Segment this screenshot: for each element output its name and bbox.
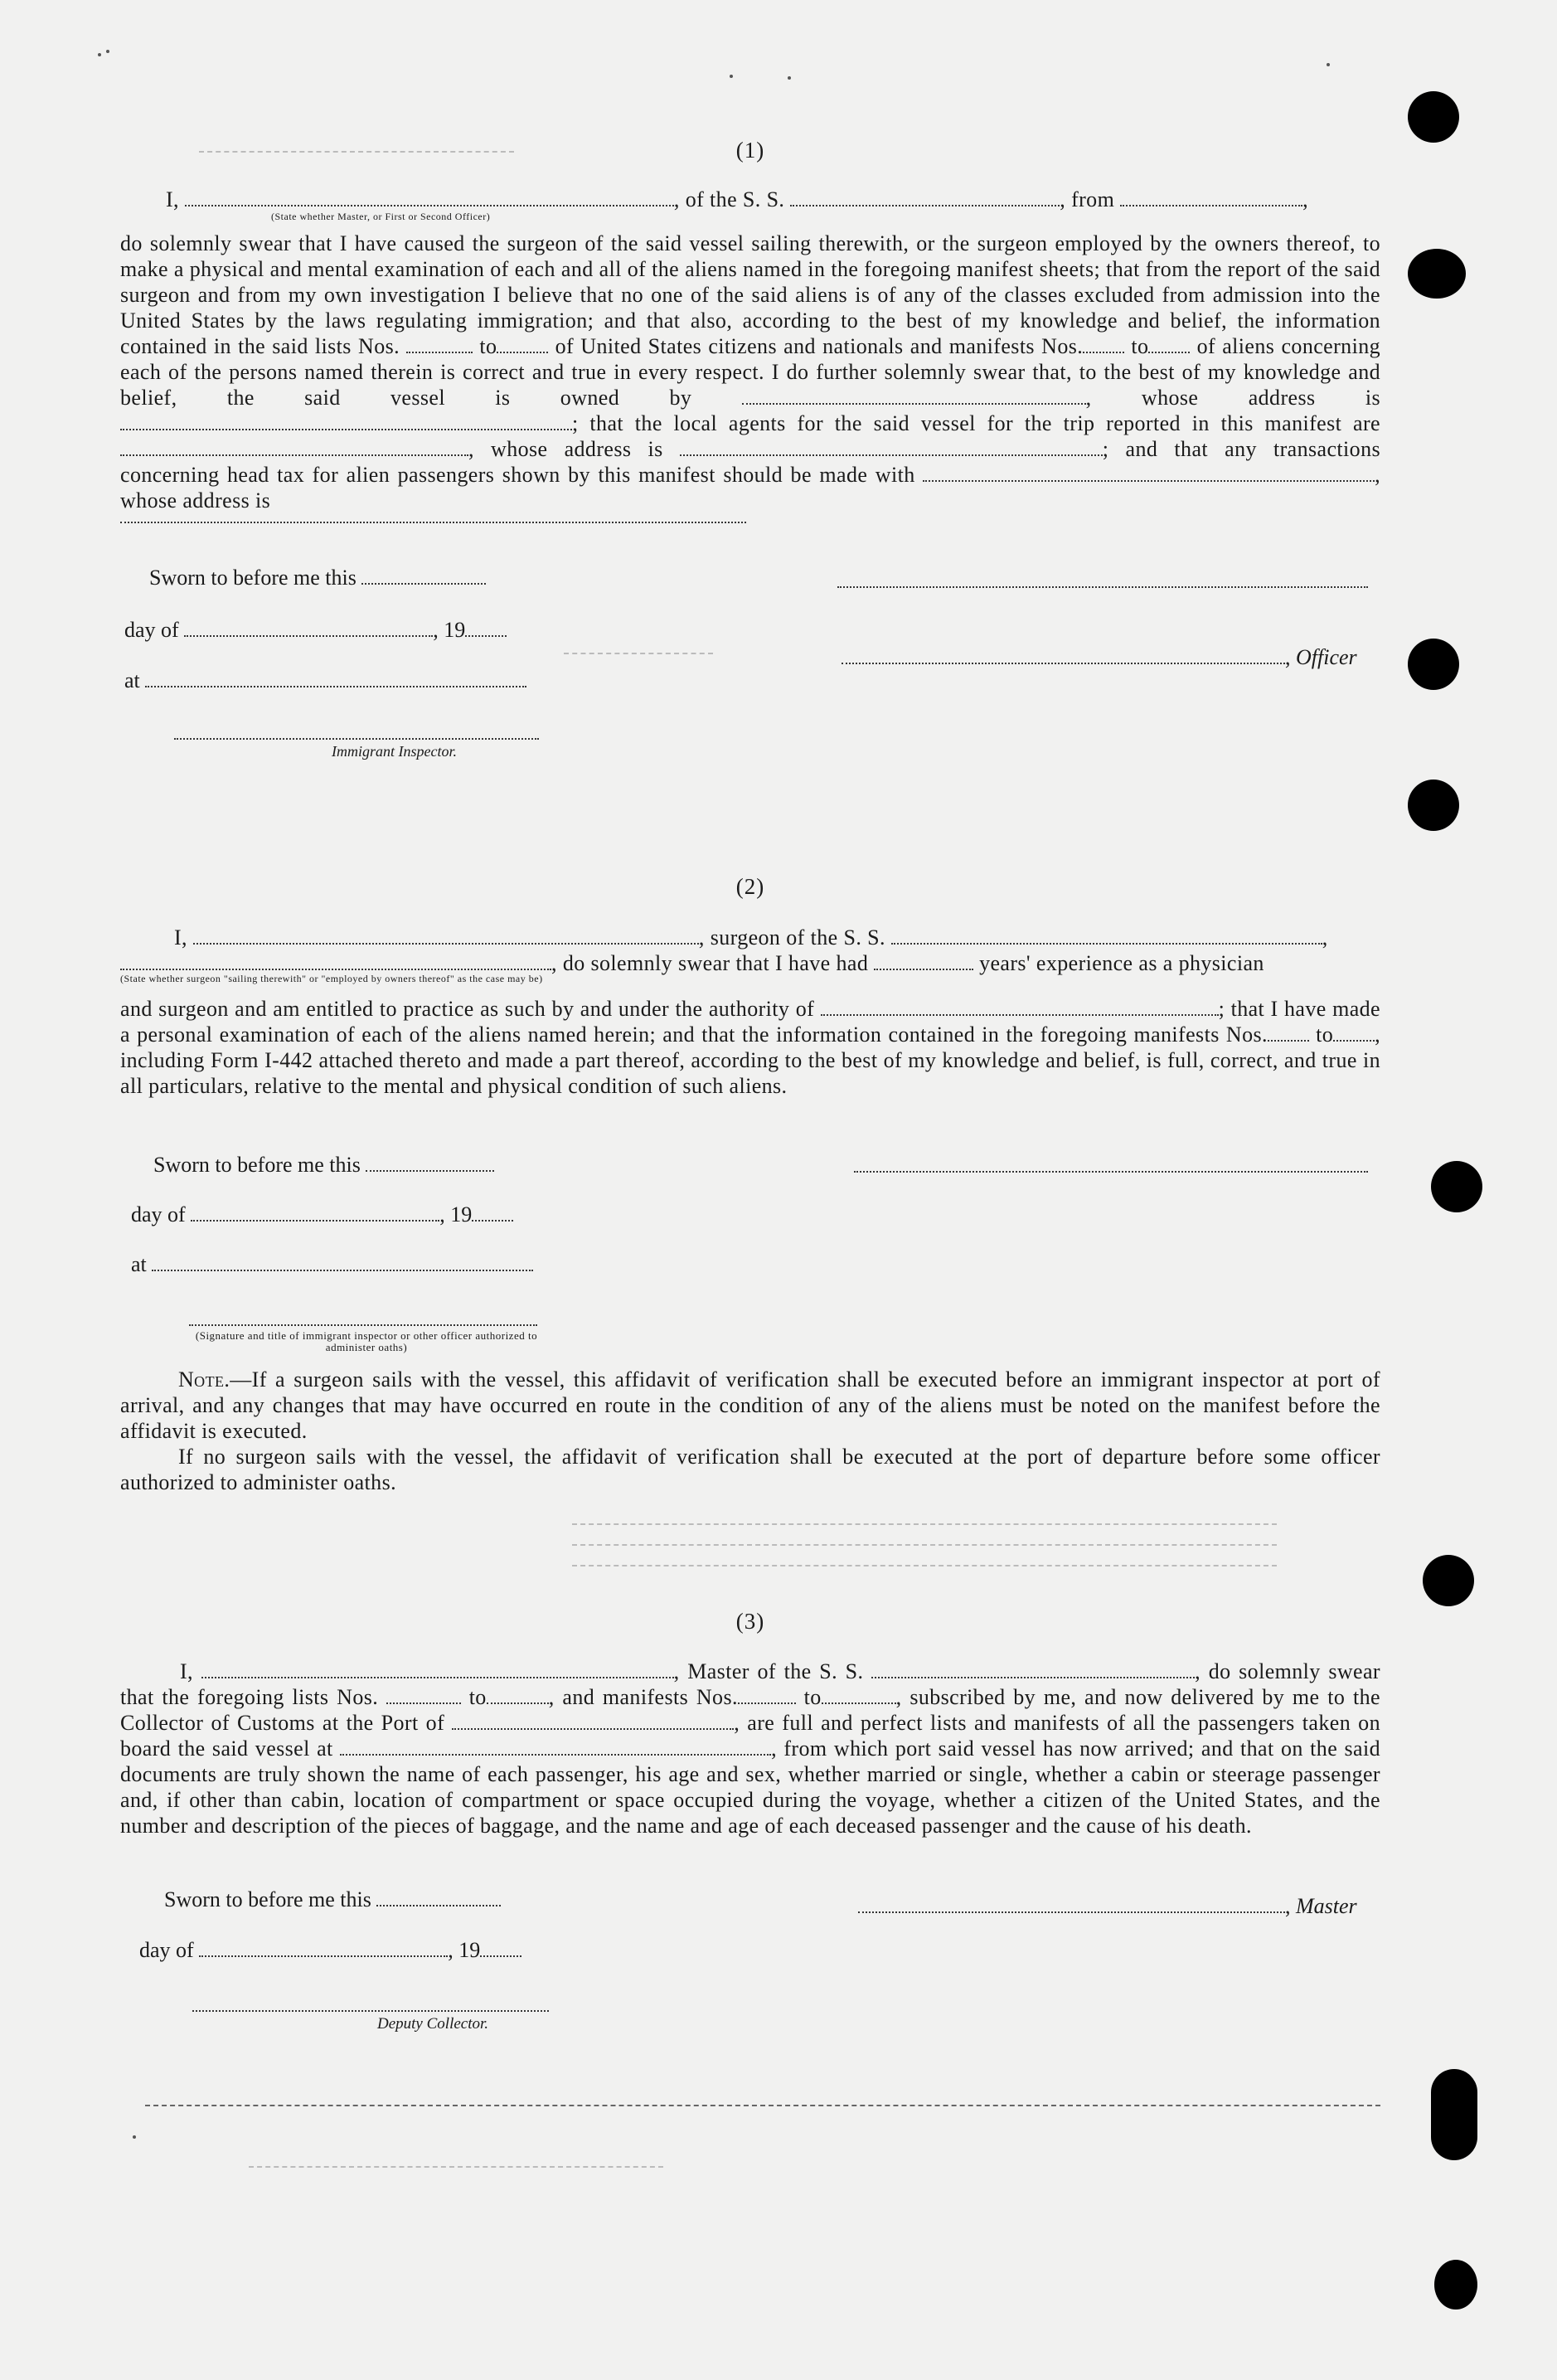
day-label: day of — [131, 1202, 186, 1226]
bleed-through-line — [249, 2164, 663, 2168]
surgeon-note: (State whether surgeon "sailing therewith" or "employed by owners thereof" as the case may be) — [120, 973, 543, 984]
address-label: whose address is — [1141, 386, 1380, 410]
section-1-first-line: I, , of the S. S. , from , (State whether Master, or First or Second Officer) — [120, 187, 1380, 222]
head-tax-blank[interactable] — [923, 464, 1375, 482]
year-blank[interactable] — [480, 1939, 521, 1957]
at-blank[interactable] — [145, 669, 526, 687]
bleed-through-line — [572, 1522, 1277, 1525]
oath-text: that I have made a personal examination of each of the aliens named herein; and that the information contained in the foregoing manifests Nos. — [120, 997, 1380, 1047]
sworn-line — [149, 566, 486, 590]
sworn-line — [153, 1153, 494, 1178]
sworn-line — [164, 1887, 501, 1912]
agents-address-blank[interactable] — [680, 438, 1103, 456]
inspector-note: (Signature and title of immigrant inspector or other officer authorized to administer oaths) — [195, 1329, 538, 1353]
day-blank[interactable] — [199, 1939, 448, 1957]
section-number: (1) — [735, 138, 765, 163]
speck — [1327, 63, 1330, 66]
owner-blank[interactable] — [742, 386, 1086, 405]
bottom-rule — [145, 2103, 1380, 2106]
owner-address-blank[interactable] — [120, 412, 572, 430]
section-2-note — [120, 1367, 1380, 1495]
punch-hole — [1434, 2260, 1477, 2310]
manifest-from-blank[interactable] — [738, 1686, 796, 1704]
section-3 — [120, 1609, 1380, 1634]
at-line — [131, 1252, 533, 1277]
manifest-to-blank[interactable] — [1333, 1023, 1375, 1042]
officer-note: (State whether Master, or First or Second Officer) — [271, 211, 491, 222]
year-blank[interactable] — [472, 1203, 513, 1222]
oath-text: do solemnly swear that I have caused the surgeon of the said vessel sailing therewith, or the surgeon employed by the owners thereof, to make a physical and mental examination of each and all of the aliens named in the foregoing manifest sheets; that from the report of the said surgeon and from my own investigation I believe that no one of the said aliens is of any of the classes excluded from admission into the United States by the laws regulating immigration; and that also, according to the best of my knowledge and belief, the information contained in the said lists Nos. — [120, 231, 1380, 358]
sworn-blank[interactable] — [366, 1154, 494, 1172]
speck — [98, 53, 101, 56]
from-label: from — [1071, 187, 1115, 211]
inspector-signature-line[interactable] — [174, 736, 539, 740]
officer-line: , Officer — [842, 645, 1357, 670]
agents-blank[interactable] — [120, 438, 468, 456]
embark-port-blank[interactable] — [340, 1737, 771, 1756]
pronoun: I, — [180, 1659, 193, 1683]
day-label: day of — [124, 618, 179, 642]
oath-text: are full and perfect lists and manifests of all the passengers taken on board the said vessel at — [120, 1711, 1380, 1761]
sworn-blank[interactable] — [376, 1888, 501, 1906]
vessel-blank[interactable] — [891, 926, 1322, 945]
surgeon-name-blank[interactable] — [193, 926, 699, 945]
pronoun: I, — [166, 187, 179, 211]
section-1 — [120, 138, 1380, 163]
section-number: (3) — [735, 1609, 765, 1634]
of-ss-label: of the S. S. — [685, 187, 785, 211]
master-caption: Master — [1296, 1894, 1357, 1918]
year-label: 19 — [444, 618, 466, 642]
section-number: (2) — [735, 874, 765, 899]
surgeon-label: surgeon of the S. S. — [710, 925, 885, 950]
officer-blank[interactable] — [842, 646, 1285, 664]
list-from-blank[interactable] — [386, 1686, 461, 1704]
collector-caption: Deputy Collector. — [377, 2015, 489, 2033]
sworn-blank[interactable] — [361, 566, 486, 585]
day-line: day of , 19 — [131, 1202, 513, 1227]
to-label: to — [803, 1685, 822, 1709]
surgeon-signature-line[interactable] — [854, 1169, 1368, 1173]
officer-signature-line-top[interactable] — [837, 585, 1368, 588]
punch-hole — [1431, 2069, 1477, 2160]
section-3-body: I, , Master of the S. S. , do solemnly swear that the foregoing lists Nos. to , and manifests Nos. to , subscribed by me, and now delivered by me to the Collector of Customs at the Port of , are full and perfect lists and manifests of all the passengers taken on board the said vessel at , from which port said vessel has now arrived; and that on the said documents are truly shown the name of each passenger, his age and sex, whether married or single, whether a cabin or steerage passenger and, if other than cabin, location of compartment or space occupied during the voyage, whether a citizen of the United States, and the number and description of the pieces of baggage, and the name and age of each deceased passenger and the cause of his death. — [120, 1659, 1381, 1838]
bleed-through-line — [564, 651, 713, 654]
at-label: at — [131, 1252, 147, 1276]
note-text: If no surgeon sails with the vessel, the affidavit of verification shall be executed at the port of departure before some officer authorized to administer oaths. — [120, 1445, 1380, 1494]
years-blank[interactable] — [874, 952, 973, 970]
punch-hole — [1408, 639, 1459, 690]
speck — [106, 50, 109, 53]
year-blank[interactable] — [465, 619, 507, 637]
day-blank[interactable] — [184, 619, 433, 637]
punch-hole — [1423, 1555, 1474, 1606]
manifest-from-blank[interactable] — [1083, 335, 1124, 353]
from-blank[interactable] — [1120, 188, 1302, 206]
officer-caption: Officer — [1296, 645, 1357, 669]
to-label: to — [1316, 1022, 1334, 1047]
note-label: Note. — [178, 1367, 230, 1392]
section-2 — [120, 874, 1380, 900]
oath-text: of United States citizens and nationals and manifests Nos. — [555, 334, 1084, 358]
list-from-blank[interactable] — [406, 335, 473, 353]
to-label: to — [468, 1685, 487, 1709]
oath-text: and that any transactions concerning head tax for alien passengers shown by this manifest should be made with — [120, 437, 1380, 487]
punch-hole — [1408, 780, 1459, 831]
sworn-label: Sworn to before me this — [153, 1153, 361, 1177]
at-label: at — [124, 668, 140, 692]
at-blank[interactable] — [152, 1253, 533, 1271]
name-blank[interactable] — [185, 188, 674, 206]
list-to-blank[interactable] — [487, 1686, 549, 1704]
speck — [133, 2135, 136, 2139]
inspector-caption: Immigrant Inspector. — [332, 743, 457, 760]
vessel-blank[interactable] — [871, 1660, 1195, 1678]
oath-text: including Form I-442 attached thereto and made a part thereof, according to the best of my knowledge and belief, is full, correct, and true in all particulars, relative to the mental and physical condition of such aliens. — [120, 1048, 1380, 1098]
day-blank[interactable] — [191, 1203, 439, 1222]
oath-text: years' experience as a physician — [979, 951, 1264, 975]
bleed-through-line — [572, 1563, 1277, 1566]
inspector-signature-line[interactable] — [189, 1323, 537, 1326]
oath-text: that the local agents for the said vessel for the trip reported in this manifest are — [589, 411, 1380, 435]
speck — [730, 75, 733, 78]
collector-signature-line[interactable] — [192, 2008, 549, 2012]
note-text: —If a surgeon sails with the vessel, this affidavit of verification shall be executed before an immigrant inspector at port of arrival, and any changes that may have occurred en route in the condition of any of the aliens must be noted on the manifest before the affidavit is executed. — [120, 1367, 1380, 1443]
master-label: Master of the S. S. — [687, 1659, 864, 1683]
pronoun: I, — [174, 925, 187, 950]
speck — [788, 76, 791, 80]
address-blank[interactable] — [120, 513, 746, 523]
master-signature-line: , Master — [858, 1894, 1357, 1919]
year-label: 19 — [458, 1938, 481, 1962]
to-label: to — [479, 334, 497, 358]
oath-text: and manifests Nos. — [562, 1685, 738, 1709]
oath-text: and surgeon and am entitled to practice as such by and under the authority of — [120, 997, 815, 1021]
bleed-through-line — [572, 1542, 1277, 1546]
oath-text: do solemnly swear that I have had — [562, 951, 869, 975]
master-blank[interactable] — [858, 1895, 1285, 1913]
at-line — [124, 668, 526, 693]
day-line: day of , 19 — [124, 618, 507, 643]
master-name-blank[interactable] — [201, 1660, 674, 1678]
to-label: to — [1131, 334, 1149, 358]
section-1-body: do solemnly swear that I have caused the surgeon of the said vessel sailing therewith, or the surgeon employed by the owners thereof, to make a physical and mental examination of each and all of the aliens named in the foregoing manifest sheets; that from the report of the said surgeon and from my own investigation I believe that no one of the said aliens is of any of the classes excluded from admission into the United States by the laws regulating immigration; and that also, according to the best of my knowledge and belief, the information contained in the said lists Nos. to of United States citizens and nationals and manifests Nos. to of aliens concerning each of the persons named therein is correct and true in every respect. I do further solemnly swear that, to the best of my knowledge and belief, the said vessel is owned by , whose address is ; that the local agents for the said vessel for the trip reported in this manifest are , whose address is ; and that any transactions concerning head tax for alien passengers shown by this manifest should be made with , whose address is — [120, 231, 1380, 523]
sworn-label: Sworn to before me this — [164, 1887, 371, 1911]
oath-text: do solemnly swear that the foregoing lists Nos. — [120, 1659, 1380, 1709]
manifest-to-blank[interactable] — [1148, 335, 1190, 353]
oath-text: subscribed by me, and now delivered by me to the Collector of Customs at the Port of — [120, 1685, 1380, 1735]
punch-hole — [1408, 91, 1459, 143]
address-label: whose address is — [120, 488, 271, 512]
sworn-label: Sworn to before me this — [149, 566, 357, 590]
section-2-body: and surgeon and am entitled to practice as such by and under the authority of ; that I have made a personal examination of each of the aliens named herein; and that the information contained in the foregoing manifests Nos. to , including Form I-442 attached thereto and made a part thereof, according to the best of my knowledge and belief, is full, correct, and true in all particulars, relative to the mental and physical condition of such aliens. — [120, 997, 1381, 1098]
surgeon-type-blank[interactable] — [120, 952, 551, 970]
vessel-blank[interactable] — [790, 188, 1060, 206]
manifest-to-blank[interactable] — [822, 1686, 896, 1704]
list-to-blank[interactable] — [497, 335, 548, 353]
section-2-first-line: I, , surgeon of the S. S. , , do solemnly swear that I have had years' experience as a physician (State whether surgeon "sailing therewith" or "employed by owners thereof" as the case may be) — [120, 925, 1380, 984]
port-blank[interactable] — [452, 1712, 734, 1730]
authority-blank[interactable] — [821, 998, 1219, 1016]
year-label: 19 — [450, 1202, 473, 1226]
oath-text: from which port said vessel has now arrived; and that on the said documents are truly shown the name of each passenger, his age and sex, whether married or single, whether a cabin or steerage passenger and, if other than cabin, location of compartment or space occupied during the voyage, whether a citizen of the United States, and the number and description of the pieces of baggage, and the name and age of each deceased passenger and the cause of his death. — [120, 1736, 1381, 1838]
manifest-from-blank[interactable] — [1268, 1023, 1309, 1042]
punch-hole — [1408, 249, 1466, 299]
punch-hole — [1431, 1161, 1482, 1212]
day-line: day of , 19 — [139, 1938, 521, 1963]
oath-text: of aliens concerning each of the persons named therein is correct and true in every respect. I do further solemnly swear that, to the best of my knowledge and belief, the said vessel is owned by — [120, 334, 1380, 410]
day-label: day of — [139, 1938, 194, 1962]
address-label: whose address is — [491, 437, 663, 461]
